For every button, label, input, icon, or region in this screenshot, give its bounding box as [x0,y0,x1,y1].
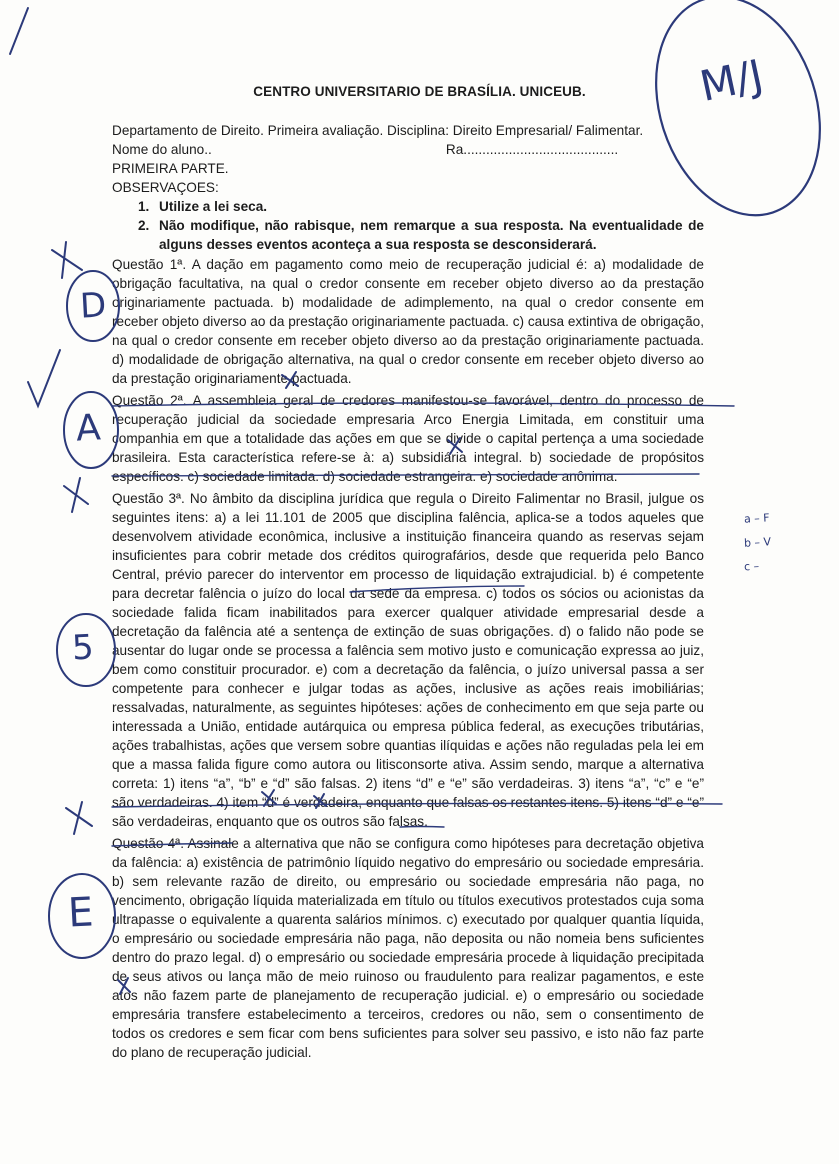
margin-note-a: a – F [743,511,770,526]
wrong-mark-icon [66,802,92,834]
observation-text: Utilize a lei seca. [159,199,268,214]
observation-item-2 [112,216,704,254]
observations-list [112,197,704,254]
observations-title: OBSERVAÇOES: [112,180,219,195]
question-label: Questão 1ª. [112,257,187,272]
question-label: Questão 4ª. [112,836,184,851]
observation-item-1 [112,197,704,216]
question-text: A dação em pagamento como meio de recuperação judicial é: a) modalidade de obrigação facultativa, na qual o credor consente em receber objeto diverso ao da prestação originariamente pactuada. b) modalidade de adimplemento, na qual o credor consente em receber objeto diverso ao da prestação originariamente pactuada. c) causa extintiva de obrigação, na qual o credor consente em receber objeto diverso ao da prestação originariamente pactuada. d) modalidade de obrigação alternativa, na qual o credor consente em receber objeto diverso ao da prestação originariamente pactuada. [112,257,704,386]
answer-q2: A [74,407,102,450]
answer-q4: E [66,889,95,937]
question-text: A assembleia geral de credores manifestou-se favorável, dentro do processo de recuperação judicial da sociedade empresaria Arco Energia Limitada, em constituir uma companhia em que a totalidade das ações em que se divide o capital pertença a uma sociedade brasileira. Esta característica refere-se à: a) subsidiária integral. b) sociedade de propósitos específicos. c) sociedade limitada. d) sociedade estrangeira. e) sociedade anônima. [112,393,704,484]
student-line: Nome do aluno.. Ra......................................... [112,142,619,157]
observation-number: 2. [138,218,150,233]
check-mark-icon [28,350,60,406]
question-4 [112,834,704,1062]
question-3 [112,489,704,831]
margin-note-c: c – [743,559,760,574]
wrong-mark-icon [52,242,82,278]
document-title: CENTRO UNIVERSITARIO DE BRASÍLIA. UNICEUB. [253,84,586,99]
grade-text: M/J [695,50,768,111]
wrong-mark-icon [64,478,88,512]
observation-text: Não modifique, não rabisque, nem remarque a sua resposta. Na eventualidade de alguns desses eventos aconteça a sua resposta se desconsiderará. [159,218,704,252]
margin-note-b: b – V [743,535,772,550]
question-label: Questão 3ª. [112,491,185,506]
question-label: Questão 2ª. [112,393,187,408]
question-text: No âmbito da disciplina jurídica que regula o Direito Falimentar no Brasil, julgue os seguintes itens: a) a lei 11.101 de 2005 que disciplina falência, aplica-se a todos aqueles que desenvolvem atividade econômica, inclusive a instituição financeira quando as reservas sejam insuficientes para cobrir metade dos créditos quirografários, desde que requerida pelo Banco Central, prévio parecer do interventor em processo de liquidação extrajudicial. b) é competente para decretar falência o juízo do local da sede da empresa. c) todos os sócios ou acionistas da sociedade falida ficam inabilitados para exercer qualquer atividade empresarial desde a decretação da falência até a sentença de extinção de suas obrigações. d) o falido não pode se ausentar do lugar onde se processa a falência sem motivo justo e comunicação expressa ao juiz, bem como constituir procurador. e) com a decretação da falência, o juízo universal passa a ser competente para conhecer e julgar todas as ações, inclusive as ações reais imobiliárias; ressalvadas, naturalmente, as seguintes hipóteses: ações de conhecimento em que seja parte ou interessada a União, entidade autárquica ou empresa pública federal, as execuções tributárias, ações trabalhistas, ações que versem sobre quantias ilíquidas e ações não reguladas pela lei em que a massa falida figure como autora ou litisconsorte ativa. Assim sendo, marque a alternativa correta: 1) itens “a”, “b” e “d” são falsas. 2) itens “d” e “e” são verdadeiras. 3) itens “a”, “c” e “e” são verdadeiras. 4) item “d” é verdadeira, enquanto que falsas os restantes itens. 5) itens “d” e “e” são verdadeiras, enquanto que os outros são falsas. [112,491,704,829]
answer-q1: D [78,285,108,327]
question-2 [112,391,704,486]
observation-number: 1. [138,199,150,214]
question-1 [112,255,704,388]
part-heading: PRIMEIRA PARTE. [112,161,229,176]
answer-q3: 5 [70,627,95,669]
corner-mark [10,8,28,54]
header-line: Departamento de Direito. Primeira avaliação. Disciplina: Direito Empresarial/ Falimentar. [112,123,644,138]
document-body [112,121,704,1062]
question-text: Assinale a alternativa que não se configura como hipóteses para decretação objetiva da falência: a) existência de patrimônio líquido negativo do empresário ou sociedade empresária. b) sem relevante razão de direito, ou empresário ou sociedade empresária não paga, no vencimento, obrigação líquida materializada em título ou títulos executivos protestados cuja soma ultrapasse o equivalente a quarenta salários mínimos. c) executado por qualquer quantia líquida, o empresário ou sociedade empresária não paga, não deposita ou não nomeia bens suficientes dentro do prazo legal. d) o empresário ou sociedade empresária procede à liquidação precipitada de seus ativos ou lança mão de meio ruinoso ou fraudulento para realizar pagamentos, e este atos não fazem parte de planejamento de recuperação judicial. e) o empresário ou sociedade empresária transfere estabelecimento a terceiros, credores ou não, sem o consentimento de todos os credores e sem ficar com bens suficientes para solver seu passivo, e isto não faz parte do plano de recuperação judicial. [112,836,704,1060]
